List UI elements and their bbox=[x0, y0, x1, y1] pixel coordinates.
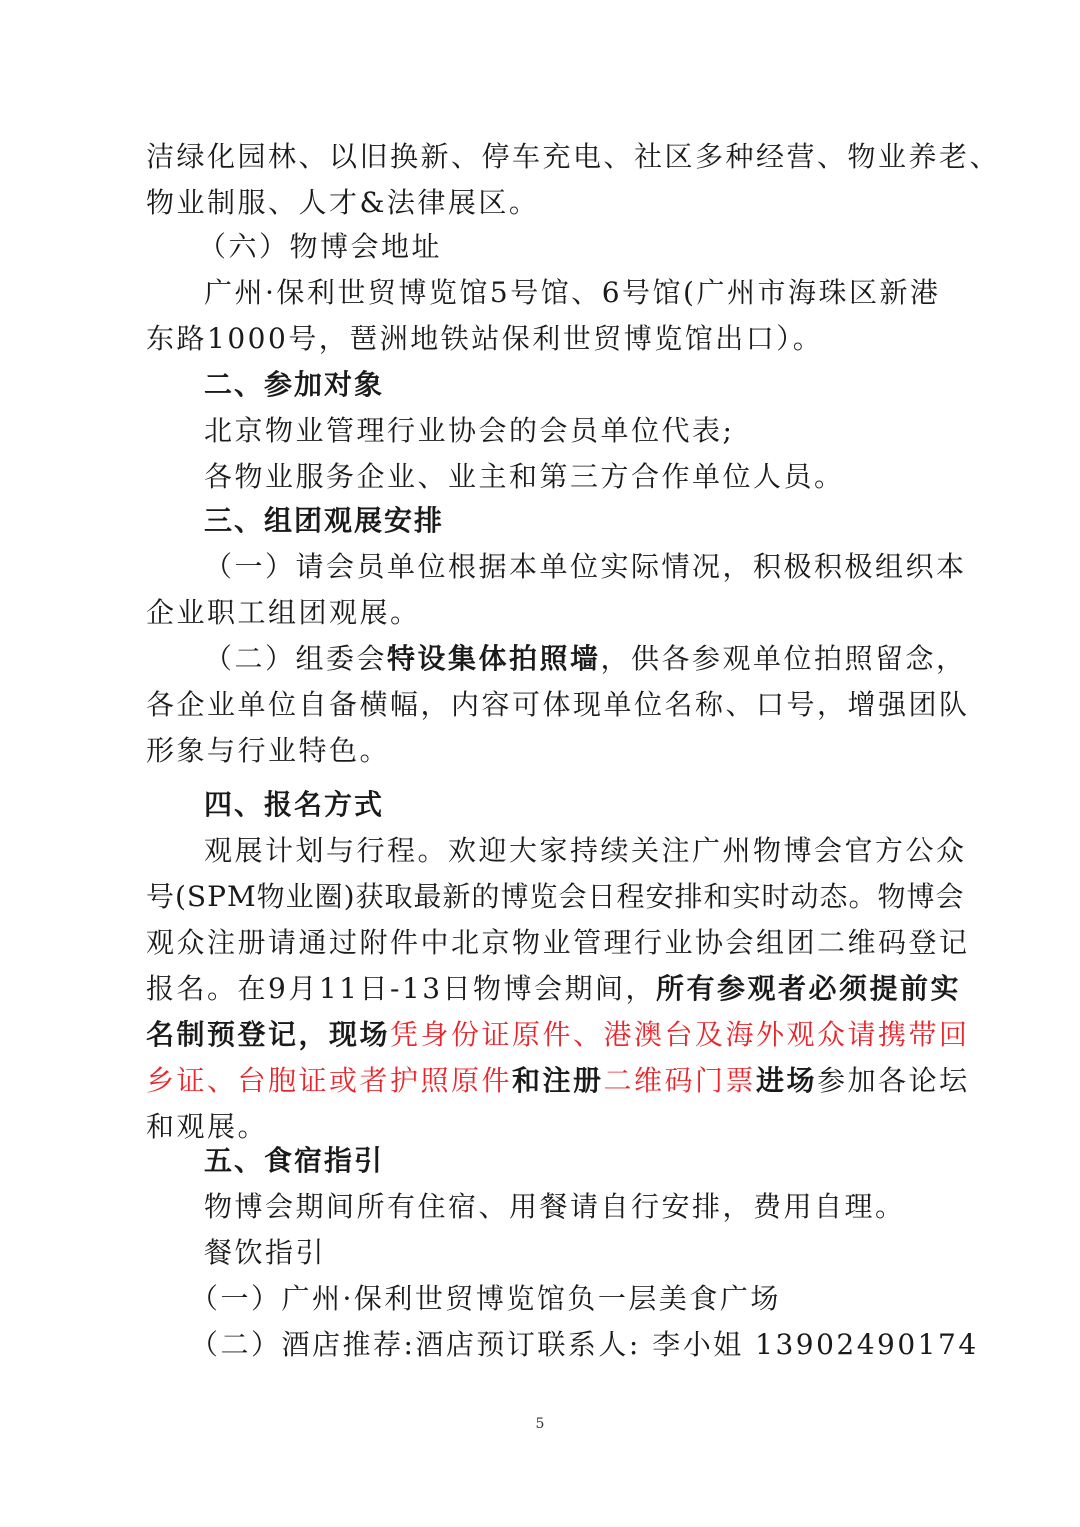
text-line: 企业职工组团观展。 bbox=[146, 596, 421, 629]
text-line: 形象与行业特色。 bbox=[146, 734, 391, 767]
text-line: 观展计划与行程。欢迎大家持续关注广州物博会官方公众 bbox=[204, 834, 967, 867]
text-line: 物业制服、人才&法律展区。 bbox=[146, 186, 540, 219]
text-segment: 参加各论坛 bbox=[817, 1064, 970, 1097]
text-line: 号(SPM物业圈)获取最新的博览会日程安排和实时动态。物博会 bbox=[146, 880, 965, 913]
address-title: （六）物博会地址 bbox=[198, 230, 443, 263]
text-line: 各物业服务企业、业主和第三方合作单位人员。 bbox=[204, 460, 845, 493]
text-line bbox=[146, 1012, 970, 1058]
dining-item: （一）广州·保利世贸博览馆负一层美食广场 bbox=[190, 1282, 781, 1315]
emphasis-text: 和注册 bbox=[512, 1064, 604, 1097]
address-line: 广州·保利世贸博览馆5号馆、6号馆(广州市海珠区新港 bbox=[204, 276, 941, 309]
text-line: 各企业单位自备横幅，内容可体现单位名称、口号，增强团队 bbox=[146, 688, 970, 721]
address-line: 东路1000号，琶洲地铁站保利世贸博览馆出口）。 bbox=[146, 322, 824, 355]
arrangement-section bbox=[146, 498, 970, 774]
emphasis-text: 名制预登记，现场 bbox=[146, 1018, 391, 1051]
section-heading: 五、食宿指引 bbox=[204, 1144, 385, 1177]
registration-section bbox=[146, 782, 970, 1150]
text-line bbox=[146, 636, 967, 682]
text-segment: （二）组委会 bbox=[204, 642, 388, 675]
text-line: 观众注册请通过附件中北京物业管理行业协会组团二维码登记 bbox=[146, 926, 970, 959]
section-heading: 四、报名方式 bbox=[204, 788, 385, 821]
section-heading: 二、参加对象 bbox=[204, 368, 385, 401]
text-line: 洁绿化园林、以旧换新、停车充电、社区多种经营、物业养老、 bbox=[146, 140, 1001, 173]
red-emphasis-text: 凭身份证原件、港澳台及海外观众请携带回 bbox=[390, 1018, 970, 1051]
text-segment: ，供各参观单位拍照留念， bbox=[600, 642, 967, 675]
emphasis-text: 进场 bbox=[756, 1064, 818, 1097]
text-line: 和观展。 bbox=[146, 1110, 269, 1143]
page-number: 5 bbox=[535, 1416, 545, 1432]
lodging-section bbox=[146, 1138, 979, 1368]
section-heading: 三、组团观展安排 bbox=[204, 504, 445, 537]
emphasis-photo-wall: 特设集体拍照墙 bbox=[387, 642, 601, 675]
red-emphasis-text: 乡证、台胞证或者护照原件 bbox=[146, 1064, 513, 1097]
text-line bbox=[146, 966, 962, 1012]
participants-section bbox=[146, 362, 946, 500]
address-section bbox=[146, 224, 946, 362]
text-line: 物博会期间所有住宿、用餐请自行安排，费用自理。 bbox=[204, 1190, 906, 1223]
red-emphasis-text: 二维码门票 bbox=[603, 1064, 757, 1097]
text-line bbox=[146, 1058, 970, 1104]
dining-item: （二）酒店推荐:酒店预订联系人: 李小姐 13902490174 bbox=[190, 1328, 979, 1361]
text-line: 北京物业管理行业协会的会员单位代表; bbox=[204, 414, 735, 447]
text-line: （一）请会员单位根据本单位实际情况，积极积极组织本 bbox=[204, 550, 967, 583]
emphasis-text: 所有参观者必须提前实 bbox=[656, 972, 962, 1005]
text-segment: 报名。在9月11日-13日物博会期间， bbox=[146, 972, 657, 1005]
text-line: 餐饮指引 bbox=[204, 1236, 327, 1269]
exhibit-list-continued bbox=[146, 134, 1001, 226]
